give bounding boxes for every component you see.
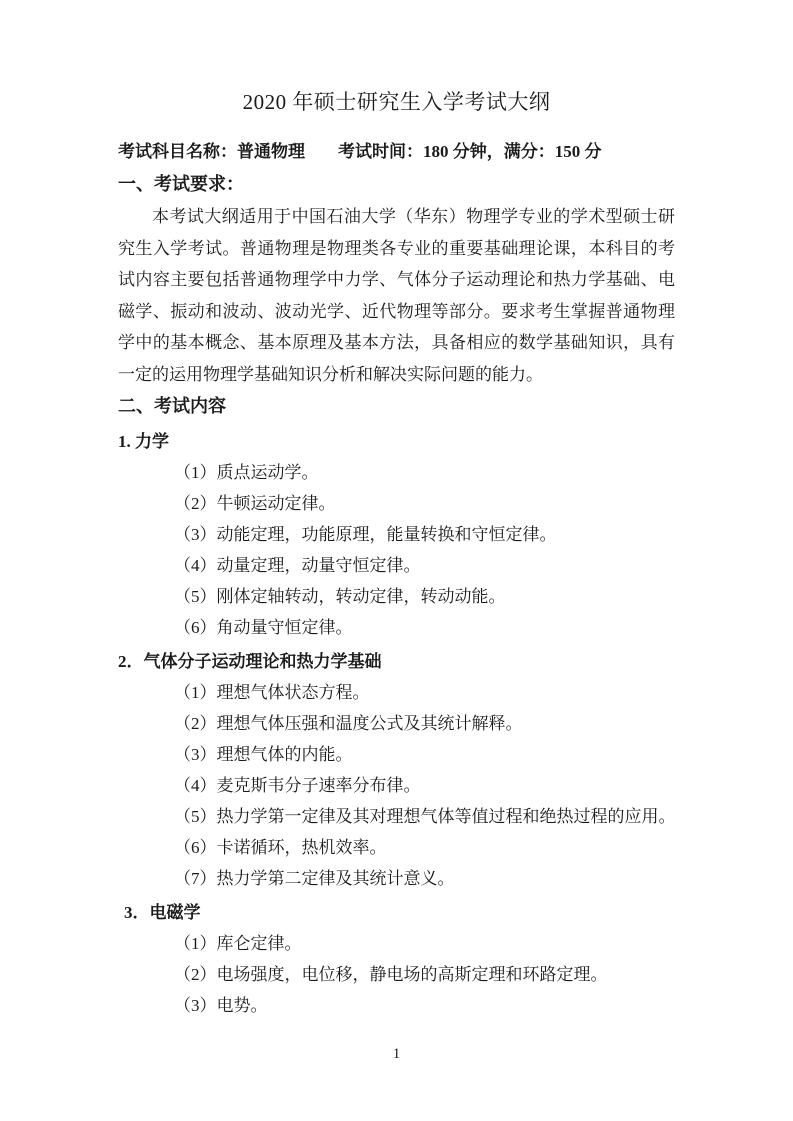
page-title: 2020 年硕士研究生入学考试大纲 [242, 90, 551, 114]
list-item: （1）质点运动学。 [174, 463, 319, 482]
list-item: （5）刚体定轴转动，转动定律，转动动能。 [174, 587, 506, 606]
subsection-heading-gas-thermodynamics: 2．气体分子运动理论和热力学基础 [118, 652, 382, 671]
list-item: （3）理想气体的内能。 [174, 745, 353, 764]
exam-meta-line [118, 135, 675, 168]
list-item: （6）卡诺循环，热机效率。 [174, 838, 387, 857]
list-item: （2）理想气体压强和温度公式及其统计解释。 [174, 714, 523, 733]
page-number: 1 [392, 1046, 401, 1062]
subsection-heading-mechanics: 1. 力学 [118, 432, 169, 451]
list-item: （4）麦克斯韦分子速率分布律。 [174, 776, 421, 795]
exam-requirements-paragraph: 本考试大纲适用于中国石油大学（华东）物理学专业的学术型硕士研究生入学考试。普通物理是物理类各专业的重要基础理论课，本科目的考试内容主要包括普通物理学中力学、气体分子运动理论和热力学基础、电磁学、振动和波动、波动光学、近代物理等部分。要求考生掌握普通物理学中的基本概念、基本原理及基本方法，具备相应的数学基础知识，具有一定的运用物理学基础知识分析和解决实际问题的能力。 [118, 207, 675, 384]
subsection-heading-electromagnetism: 3．电磁学 [124, 903, 201, 922]
list-item: （1）库仑定律。 [174, 934, 302, 953]
section-heading-exam-requirements: 一、考试要求： [118, 174, 244, 194]
list-item: （1）理想气体状态方程。 [174, 683, 370, 702]
exam-time-score: 考试时间：180 分钟，满分：150 分 [338, 142, 602, 161]
list-item: （6）角动量守恒定律。 [174, 618, 353, 637]
list-item: （7）热力学第二定律及其统计意义。 [174, 869, 455, 888]
list-item: （2）牛顿运动定律。 [174, 494, 336, 513]
list-item: （5）热力学第一定律及其对理想气体等值过程和绝热过程的应用。 [174, 807, 676, 826]
section-heading-exam-contents: 二、考试内容 [118, 396, 226, 416]
list-item: （3）动能定理，功能原理，能量转换和守恒定律。 [174, 525, 557, 544]
exam-subject-name: 考试科目名称：普通物理 [118, 142, 305, 161]
list-item: （3）电势。 [174, 996, 268, 1015]
list-item: （4）动量定理，动量守恒定律。 [174, 556, 421, 575]
list-item: （2）电场强度，电位移，静电场的高斯定理和环路定理。 [174, 965, 608, 984]
